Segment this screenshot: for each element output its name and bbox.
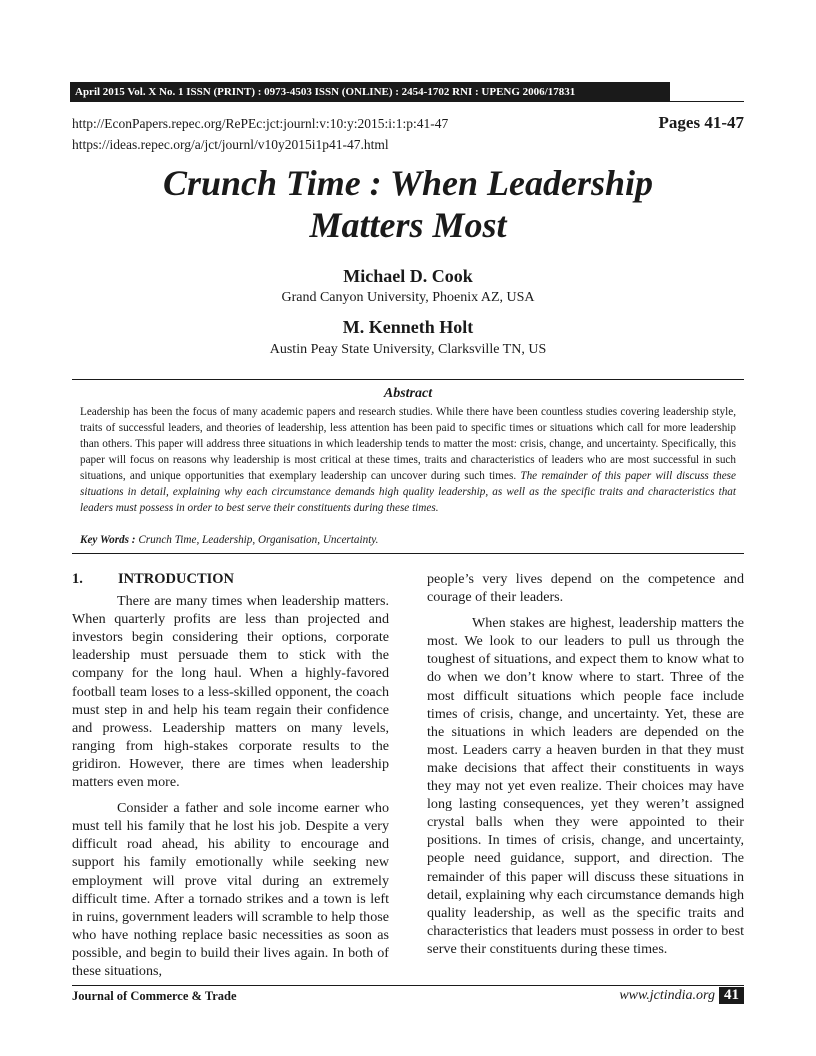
body-paragraph: There are many times when leadership matters. When quarterly profits are less than projected and investors begin considering their options, corporate leadership must persuade them to stick with the company for the long haul. When a highly-favored football team loses to a less-skilled opponent, the coach must step in and help his team regain their confidence and prowess. Leadership matters on many levels, ranging from high-stakes corporate results to the gridiron. However, there are times when leadership matters even more.: [72, 593, 389, 791]
page-range: Pages 41-47: [658, 113, 744, 132]
abstract-top-rule: [72, 379, 744, 380]
keywords-label: Key Words :: [80, 534, 136, 546]
author-affiliation: Grand Canyon University, Phoenix AZ, USA: [281, 290, 535, 305]
abstract-heading: Abstract: [383, 386, 433, 401]
paper-urls: [72, 113, 448, 155]
ideas-repec-link[interactable]: https://ideas.repec.org/a/jct/journl/v10y2015i1p41-47.html: [72, 137, 389, 152]
abstract-italic-text: The remainder of this paper will discuss these situations in detail, explaining why each circumstance demands high quality leadership, as well as the specific traits and characteristics that leaders must possess in order to best serve their constituents during these times.: [80, 470, 736, 514]
header-rule: [670, 101, 744, 102]
body-paragraph: Consider a father and sole income earner who must tell his family that he lost his job. Despite a very difficult road ahead, his ability to encourage and support his family emotionally while seeking new employment will prove vital during an extremely difficult time. After a tornado strikes and a town is left in ruins, government leaders will scramble to help those who have nothing replace basic necessities as soon as possible, and begin to build their lives again. In both of these situations,: [72, 800, 389, 979]
title-line-2: Matters Most: [309, 205, 507, 245]
author-name: M. Kenneth Holt: [342, 317, 474, 337]
footer-journal-name: Journal of Commerce & Trade: [72, 989, 237, 1003]
section-number: 1.: [72, 571, 83, 587]
page-number: 41: [719, 987, 744, 1004]
abstract-main-text: Leadership has been the focus of many academic papers and research studies. While there have been countless studies covering leadership style, traits of successful leaders, and theories of leadership, less attention has been paid to specific times or situations which call for more leadership than others. This paper will address three situations in which leadership tends to matter the most: crisis, change, and uncertainty. Specifically, this paper will focus on reasons why leadership is most critical at these times, traits and characteristics of leaders who are most successful in such situations, and unique opportunities that exemplary leadership can uncover during such times.: [80, 406, 736, 482]
journal-website[interactable]: www.jctindia.org: [619, 988, 715, 1003]
abstract-text: [80, 404, 736, 516]
section-title: INTRODUCTION: [118, 571, 235, 587]
paper-title: [72, 162, 744, 246]
footer-right: [619, 987, 744, 1004]
keywords-list: Crunch Time, Leadership, Organisation, Uncertainty.: [138, 534, 379, 546]
left-column: [72, 570, 389, 988]
title-line-1: Crunch Time : When Leadership: [162, 163, 654, 203]
body-paragraph: people’s very lives depend on the competence and courage of their leaders.: [427, 571, 744, 606]
abstract-bottom-rule: [72, 553, 744, 554]
econpapers-link[interactable]: http://EconPapers.repec.org/RePEc:jct:journl:v:10:y:2015:i:1:p:41-47: [72, 116, 449, 131]
section-heading: [72, 570, 389, 588]
author-affiliation: Austin Peay State University, Clarksville TN, US: [269, 342, 547, 357]
author-name: Michael D. Cook: [343, 266, 473, 286]
body-paragraph: When stakes are highest, leadership matters the most. We look to our leaders to pull us through the toughest of situations, and expect them to know what to do when we don’t know where to start. Three of the most difficult situations which people face include times of crisis, change, and uncertainty. Yet, these are the situations in which leaders are depended on the most. Leaders carry a heaven burden in that they must make decisions that affect their constituents in ways they may not yet even realize. Their choices may have long lasting consequences, yet they weren’t assigned crystal balls when they were appointed to their positions. In times of crisis, change, and uncertainty, people need guidance, support, and direction. The remainder of this paper will discuss these situations in detail, explaining why each circumstance demands high quality leadership, as well as the specific traits and characteristics that leaders must possess in order to best serve their constituents during these times.: [427, 615, 744, 957]
keywords: [80, 534, 736, 546]
right-column: [427, 570, 744, 966]
journal-info-bar: April 2015 Vol. X No. 1 ISSN (PRINT) : 0973-4503 ISSN (ONLINE) : 2454-1702 RNI : UPENG 2006/17831: [70, 82, 670, 102]
footer-rule: [72, 985, 744, 986]
